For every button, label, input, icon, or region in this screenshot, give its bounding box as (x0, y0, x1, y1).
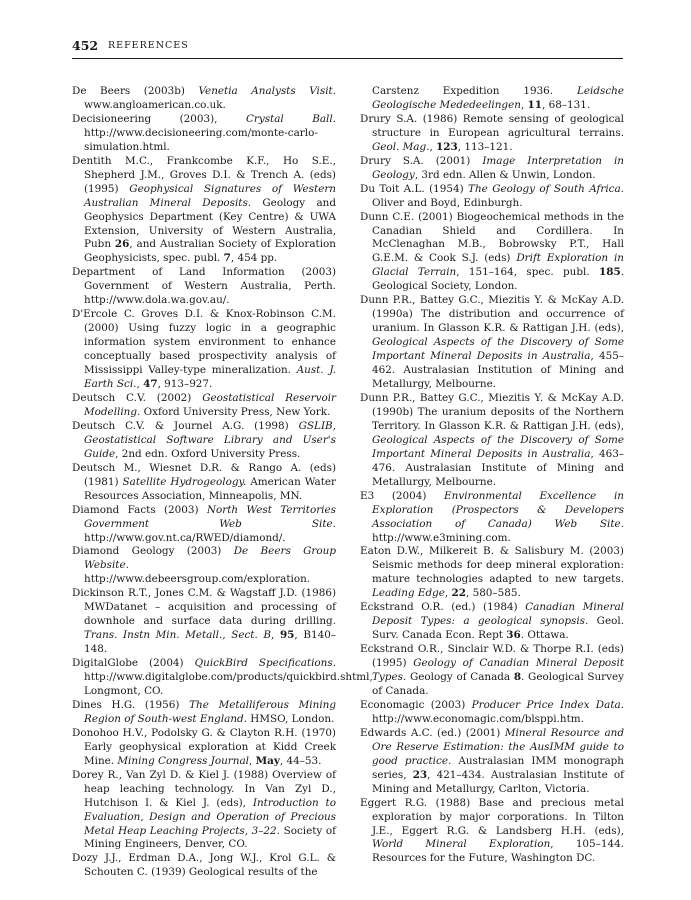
reference-italic-text: Mineral Resource and Ore Reserve Estimation: the AusIMM guide to good practice. (372, 726, 624, 767)
reference-bold-text: 7 (223, 252, 231, 265)
reference-text: , (271, 629, 280, 642)
reference-entry (72, 266, 336, 308)
reference-text: http://www.debeersgroup.com/exploration. (84, 573, 311, 586)
reference-text: Diamond Geology (2003) (72, 545, 234, 558)
reference-bold-text: May (255, 754, 280, 767)
reference-italic-text: De Beers Group Website. (84, 545, 336, 572)
reference-entry (72, 699, 336, 727)
reference-text: Dorey R., Van Zyl D. & Kiel J. (1988) Overview of heap leaching technology. In Van Zyl D., Hutchison I. & Kiel J. (eds), (72, 768, 336, 809)
reference-italic-text: The Metalliferous Mining Region of South-west England. (84, 698, 336, 725)
reference-text: , 3rd edn. Allen & Unwin, London. (414, 168, 596, 181)
reference-italic-text: Geophysical Signatures of Western Australian Mineral Deposits. (84, 182, 336, 209)
reference-text: Dines H.G. (1956) (72, 698, 190, 711)
reference-text: , (248, 754, 256, 767)
reference-entry (360, 294, 624, 392)
reference-text: . Geological Society, London. (372, 266, 624, 293)
reference-text: Carstenz Expedition 1936. (372, 85, 577, 97)
reference-text: . Geological Survey of Canada. (372, 671, 624, 697)
reference-italic-text: Geol. Mag. (372, 140, 430, 153)
reference-bold-text: 185 (598, 266, 621, 279)
reference-text: Drury S.A. (1986) Remote sensing of geological structure in European agricultural terrains. (360, 112, 624, 139)
reference-text: Dozy J.J., Erdman D.A., Jong W.J., Krol G.L. & Schouten C. (1939) Geological results of the (72, 852, 336, 879)
reference-text: , 580–585. (465, 587, 521, 600)
reference-italic-text: Leidsche Geologische Mededeelingen (372, 85, 624, 111)
reference-bold-text: 47 (143, 378, 158, 391)
reference-text: http://www.e3mining.com. (372, 531, 511, 544)
reference-text: , 44–53. (279, 754, 322, 767)
reference-entry (72, 392, 336, 420)
reference-entry (72, 113, 336, 155)
reference-bold-text: 123 (436, 140, 458, 153)
reference-text: , 113–121. (457, 140, 513, 153)
reference-bold-text: 95 (279, 629, 295, 642)
reference-entry (360, 601, 624, 643)
reference-entry (360, 797, 624, 867)
reference-text: Dickinson R.T., Jones C.M. & Wagstaff J.D. (1986) MWDatanet – acquisition and processing of downhole and surface data during drilling. (72, 587, 336, 628)
reference-italic-text: The Geology of South Africa. (468, 182, 624, 195)
reference-entry (360, 643, 624, 699)
reference-bold-text: 8 (513, 671, 522, 684)
reference-italic-text: GSLIB, Geostatistical Software Library and User's Guide (84, 419, 336, 460)
reference-entry (72, 308, 336, 392)
reference-text: HMSO, London. (247, 712, 335, 725)
left-column (72, 85, 373, 880)
reference-italic-text: Trans. Instn Min. Metall., Sect. B (84, 629, 272, 642)
reference-entry (360, 392, 624, 490)
reference-text: Dunn P.R., Battey G.C., Miezitis Y. & McKay A.D. (1990b) The uranium deposits of the Northern Territory. In Glasson K.R. & Rattigan J.H. (eds), (360, 391, 624, 432)
reference-bold-text: 11 (527, 98, 543, 111)
reference-italic-text: North West Territories Government Web Site. (84, 503, 336, 530)
reference-text: , (429, 140, 437, 153)
reference-italic-text: Satellite Hydrogeology. (122, 475, 247, 488)
reference-text: http://www.gov.nt.ca/RWED/diamond/. (84, 531, 286, 544)
reference-text: E3 (2004) (360, 489, 445, 502)
reference-text: http://www.decisioneering.com/monte-carlo-simulation.html. (84, 126, 318, 153)
reference-italic-text: Leading Edge (372, 587, 445, 600)
reference-text: Eaton D.W., Milkereit B. & Salisbury M. (2003) Seismic methods for deep mineral exploration: mature technologies adapted to new targets. (360, 545, 624, 586)
reference-text: Deutsch M., Wiesnet D.R. & Rango A. (eds) (1981) (72, 461, 336, 488)
reference-text: Geology of Canada (406, 671, 514, 684)
reference-italic-text: Drift Exploration in Glacial Terrain (372, 252, 624, 279)
reference-bold-text: 26 (114, 238, 130, 251)
reference-text: Decisioneering (2003), (72, 112, 246, 125)
reference-text: Du Toit A.L. (1954) (360, 182, 469, 195)
reference-text: , 105–144. Resources for the Future, Washington DC. (372, 838, 624, 865)
reference-text: , 463–476. Australasian Institute of Mining and Metallurgy, Melbourne. (372, 447, 625, 488)
reference-entry (72, 155, 336, 267)
reference-text: D'Ercole C. Groves D.I. & Knox-Robinson C.M. (2000) Using fuzzy logic in a geographic information system environment to enhance conceptually based prospectivity analysis of Mississippi Valley-type mineralization. (72, 308, 336, 377)
reference-italic-text: Producer Price Index Data. (471, 698, 624, 711)
reference-italic-text: Image Interpretation in Geology (372, 154, 624, 181)
reference-entry (72, 769, 336, 853)
reference-text: Dentith M.C., Frankcombe K.F., Ho S.E., Shepherd J.M., Groves D.I. & Trench A. (eds) (1995) (72, 154, 336, 195)
reference-text: Geology and Geophysics Department (Key Centre) & UWA Extension, University of Western Australia, Pubn (84, 196, 336, 251)
reference-entry (360, 183, 624, 211)
reference-text: Dunn P.R., Battey G.C., Miezitis Y. & McKay A.D. (1990a) The distribution and occurrence of uranium. In Glasson K.R. & Rattigan J.H. (eds), (360, 294, 624, 335)
reference-entry (360, 545, 624, 601)
reference-entry (72, 657, 373, 699)
reference-entry (360, 155, 624, 183)
header-rule (72, 58, 623, 59)
page-header (72, 38, 623, 58)
reference-text: , (444, 587, 452, 600)
reference-entry (72, 727, 336, 769)
reference-text: . Ottawa. (520, 629, 569, 642)
reference-italic-text: Geological Aspects of the Discovery of Some Important Mineral Deposits in Australia (372, 433, 624, 460)
reference-entry (72, 504, 336, 546)
reference-entry (72, 852, 336, 880)
reference-entry (360, 211, 624, 295)
reference-italic-text: Geology of Canadian Mineral Deposit Types. (372, 657, 624, 684)
reference-bold-text: 36 (506, 629, 521, 642)
reference-entry (360, 490, 624, 546)
reference-text: American Water Resources Association, Minneapolis, MN. (84, 475, 336, 502)
reference-text: Australasian IMM monograph series, (372, 754, 624, 781)
reference-text: Society of Mining Engineers, Denver, CO. (84, 824, 337, 851)
reference-text: , 151–164, spec. publ. (456, 266, 599, 279)
reference-text: Drury S.A. (2001) (360, 154, 483, 167)
reference-text: , 455–462. Australasian Institution of Mining and Metallurgy, Melbourne. (372, 350, 625, 391)
reference-entry (72, 420, 336, 462)
reference-text: , 421–434. Australasian Institute of Mining and Metallurgy, Carlton, Victoria. (372, 768, 624, 795)
reference-text: Economagic (2003) (360, 698, 472, 711)
right-column (360, 85, 624, 866)
reference-italic-text: Venetia Analysts Visit. (198, 85, 336, 97)
reference-entry (72, 462, 336, 504)
reference-text: Dunn C.E. (2001) Biogeochemical methods in the Canadian Shield and Cordillera. In McClenaghan M.B., Bobrowsky P.T., Hall G.E.M. & Cook S.J. (eds) (360, 210, 624, 265)
reference-text: Department of Land Information (2003) Government of Western Australia, Perth. http://www.dola.wa.gov.au/. (72, 266, 336, 307)
reference-entry (72, 587, 336, 657)
reference-text: , 2nd edn. Oxford University Press. (115, 447, 301, 460)
reference-text: , 913–927. (157, 378, 213, 391)
reference-italic-text: Aust. J. Earth Sci. (84, 364, 336, 391)
reference-bold-text: 23 (412, 768, 428, 781)
reference-text: Diamond Facts (2003) (72, 503, 207, 516)
reference-italic-text: Geological Aspects of the Discovery of Some Important Mineral Deposits in Australia (372, 336, 624, 363)
reference-entry (360, 727, 624, 797)
reference-text: http://www.economagic.com/blsppi.htm. (372, 712, 584, 725)
reference-italic-text: Canadian Mineral Deposit Types: a geological synopsis. (372, 601, 624, 628)
reference-text: Donohoo H.V., Podolsky G. & Clayton R.H. (1970) Early geophysical exploration at Kidd Creek Mine. (72, 726, 336, 767)
reference-text: , 68–131. (542, 98, 591, 111)
reference-text: Deutsch C.V. & Journel A.G. (1998) (72, 419, 299, 432)
reference-text: Eggert R.G. (1988) Base and precious metal exploration by major corporations. In Tilton J.E., Eggert R.G. & Landsberg H.H. (eds), (360, 796, 624, 837)
reference-text: , and Australian Society of Exploration Geophysicists, spec. publ. (84, 238, 336, 265)
reference-text: Geol. Surv. Canada Econ. Rept (372, 615, 624, 642)
reference-entry (72, 85, 336, 113)
reference-text: http://www.digitalglobe.com/products/quickbird.shtml, Longmont, CO. (84, 671, 373, 697)
reference-text: , 454 pp. (230, 252, 278, 265)
reference-bold-text: 22 (451, 587, 466, 600)
reference-text: , (136, 378, 144, 391)
reference-entry (72, 545, 336, 587)
running-title: REFERENCES (108, 40, 189, 51)
reference-text: Deutsch C.V. (2002) (72, 391, 203, 404)
reference-text: Oxford University Press, New York. (140, 405, 331, 418)
reference-text: DigitalGlobe (2004) (72, 657, 195, 670)
reference-text: De Beers (2003b) (72, 85, 199, 97)
reference-text: , (520, 98, 528, 111)
reference-italic-text: World Mineral Exploration (372, 838, 551, 851)
reference-text: www.angloamerican.co.uk. (84, 98, 226, 111)
reference-italic-text: Crystal Ball. (245, 112, 336, 125)
reference-italic-text: Environmental Excellence in Exploration (Prospectors & Developers Association of Canada) Web Site. (372, 489, 624, 530)
reference-text: , B140–148. (84, 629, 336, 656)
reference-entry (360, 113, 624, 155)
reference-text: Edwards A.C. (ed.) (2001) (360, 726, 505, 739)
reference-text: Eckstrand O.R., Sinclair W.D. & Thorpe R.I. (eds) (1995) (360, 643, 624, 670)
page-number: 452 (72, 38, 99, 53)
reference-entry (360, 699, 624, 727)
reference-text: Eckstrand O.R. (ed.) (1984) (360, 601, 526, 614)
reference-italic-text: QuickBird Specifications. (194, 657, 336, 670)
reference-italic-text: Mining Congress Journal (117, 754, 249, 767)
reference-text: Oliver and Boyd, Edinburgh. (372, 196, 523, 209)
reference-italic-text: Geostatistical Reservoir Modelling. (84, 391, 336, 418)
reference-italic-text: Introduction to Evaluation, Design and Operation of Precious Metal Heap Leaching Projects, 3–22. (84, 796, 336, 837)
reference-entry (360, 85, 624, 113)
